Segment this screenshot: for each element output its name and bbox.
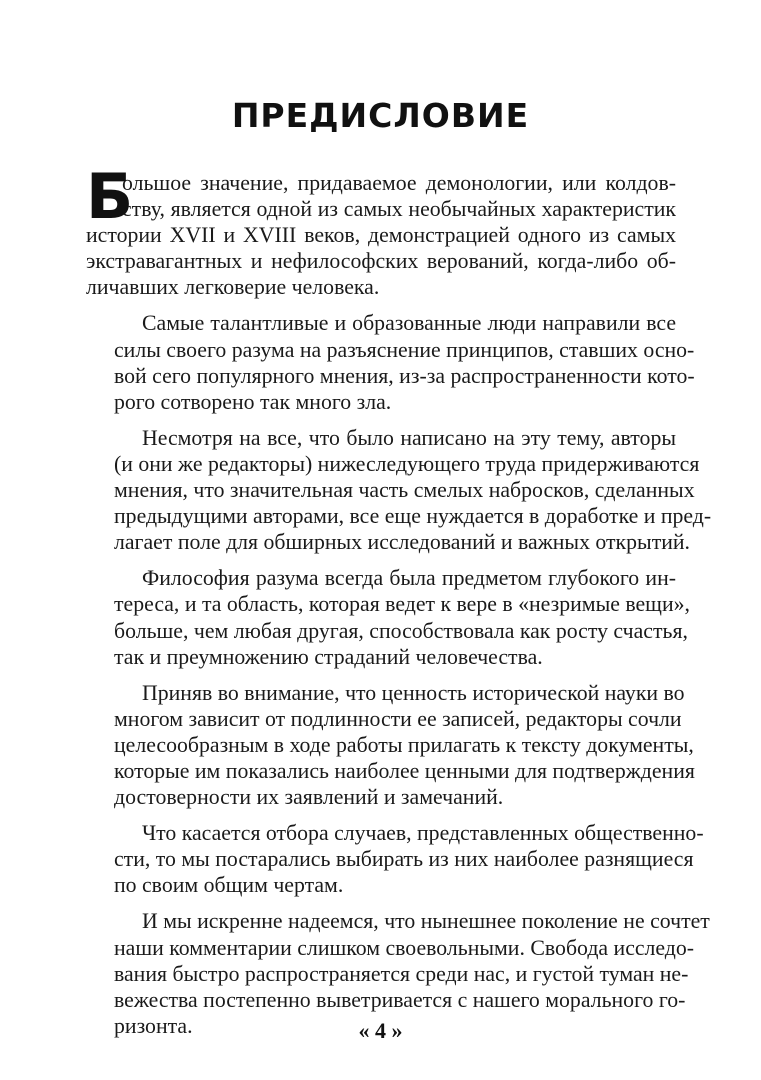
text-line: лагает поле для обширных исследований и важных открытий. xyxy=(114,530,690,555)
text-line: ству, является одной из самых необычайных характеристик xyxy=(122,197,676,222)
text-line: вания быстро распространяется среди нас, и густой туман не- xyxy=(114,961,689,986)
body-text xyxy=(86,160,712,1049)
paragraph-1 xyxy=(86,160,676,300)
text-line: которые им показались наиболее ценными для подтверждения xyxy=(114,758,695,783)
text-line: предыдущими авторами, все еще нуждается в доработке и пред- xyxy=(114,504,712,529)
text-line: наши комментарии слишком своевольными. Свобода исследо- xyxy=(114,935,695,960)
text-line: И мы искренне надеемся, что нынешнее поколение не сочтет xyxy=(142,909,710,934)
text-line: мнения, что значительная часть смелых набросков, сделанных xyxy=(114,478,695,503)
text-line: больше, чем любая другая, способствовала как росту счастья, xyxy=(114,618,688,643)
text-line: рого сотворено так много зла. xyxy=(114,389,392,414)
text-line: Несмотря на все, что было написано на эту тему, авторы xyxy=(142,425,676,450)
drop-cap-letter: Б xyxy=(86,160,134,233)
chapter-title: ПРЕДИСЛОВИЕ xyxy=(231,96,530,135)
text-line: Что касается отбора случаев, представленных общественно- xyxy=(142,821,704,846)
text-line: так и преумножению страданий человечества. xyxy=(114,644,543,669)
text-line: тереса, и та область, которая ведет к вере в «незримые вещи», xyxy=(114,592,690,617)
text-line: экстравагантных и нефилософских верований, когда-либо об- xyxy=(86,249,676,274)
text-line: многом зависит от подлинности ее записей, редакторы сочли xyxy=(114,706,682,731)
text-line: силы своего разума на разъяснение принципов, ставших осно- xyxy=(114,337,695,362)
paragraph-5 xyxy=(86,680,695,810)
text-line: ризонта. xyxy=(114,1013,193,1038)
text-line: личавших легковерие человека. xyxy=(86,275,380,300)
text-line: ольшое значение, придаваемое демонологии, или колдов- xyxy=(122,171,676,195)
text-line: целесообразным в ходе работы прилагать к тексту документы, xyxy=(114,732,694,757)
text-line: Самые талантливые и образованные люди направили все xyxy=(142,311,676,336)
paragraph-2 xyxy=(86,310,695,414)
paragraph-4 xyxy=(86,565,690,669)
paragraph-3 xyxy=(86,425,712,555)
text-line: Приняв во внимание, что ценность исторической науки во xyxy=(142,680,685,705)
page-number: « 4 » xyxy=(358,1018,403,1043)
text-line: достоверности их заявлений и замечаний. xyxy=(114,785,504,810)
paragraph-6 xyxy=(86,820,704,898)
text-line: сти, то мы постарались выбирать из них наиболее разнящиеся xyxy=(114,847,694,872)
text-line: по своим общим чертам. xyxy=(114,873,344,898)
text-line: Философия разума всегда была предметом глубокого ин- xyxy=(142,566,676,591)
text-line: (и они же редакторы) нижеследующего труда придерживаются xyxy=(114,451,700,476)
text-line: вежества постепенно выветривается с нашего морального го- xyxy=(114,987,686,1012)
text-line: вой сего популярного мнения, из-за распространенности кото- xyxy=(114,363,695,388)
text-line: истории XVII и XVIII веков, демонстрацией одного из самых xyxy=(86,223,676,248)
